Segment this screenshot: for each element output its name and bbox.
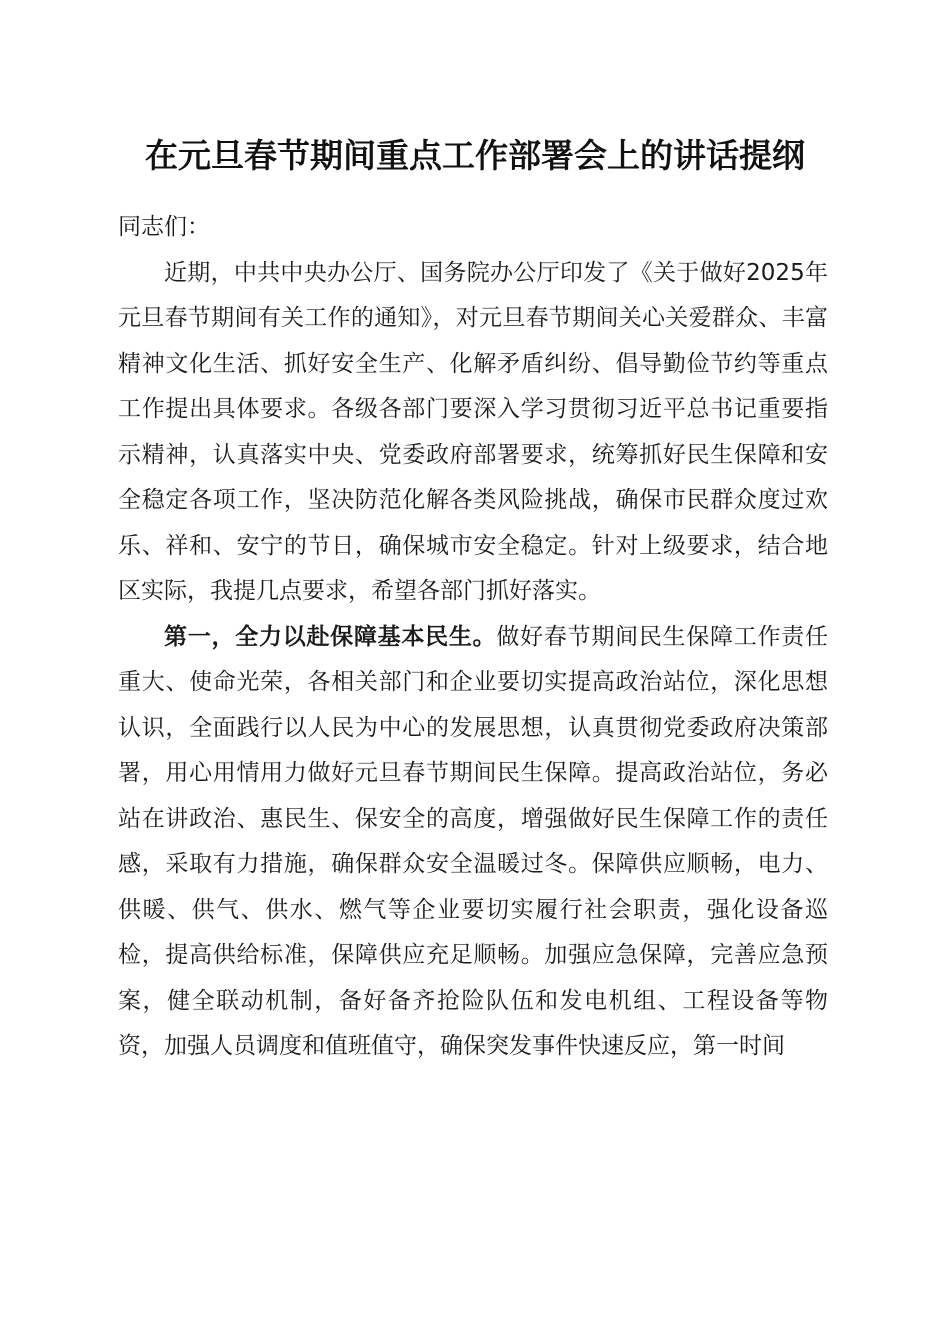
section-1-paragraph (118, 615, 828, 1070)
section-1-text: 做好春节期间民生保障工作责任重大、使命光荣，各相关部门和企业要切实提高政治站位，深化思想认识，全面践行以人民为中心的发展思想，认真贯彻党委政府决策部署，用心用情用力做好元旦春节期间民生保障。提高政治站位，务必站在讲政治、惠民生、保安全的高度，增强做好民生保障工作的责任感，采取有力措施，确保群众安全温暖过冬。保障供应顺畅，电力、供暖、供气、供水、燃气等企业要切实履行社会职责，强化设备巡检，提高供给标准，保障供应充足顺畅。加强应急保障，完善应急预案，健全联动机制，备好备齐抢险队伍和发电机组、工程设备等物资，加强人员调度和值班值守，确保突发事件快速反应，第一时间 (118, 623, 829, 1059)
section-1-lead: 第一，全力以赴保障基本民生。 (164, 623, 497, 650)
salutation: 同志们： (118, 214, 210, 240)
page-title: 在元旦春节期间重点工作部署会上的讲话提纲 (145, 136, 805, 175)
intro-paragraph: 近期，中共中央办公厅、国务院办公厅印发了《关于做好2025年元旦春节期间有关工作的通知》，对元旦春节期间关心关爱群众、丰富精神文化生活、抓好安全生产、化解矛盾纠纷、倡导勤俭节约等重点工作提出具体要求。各级各部门要深入学习贯彻习近平总书记重要指示精神，认真落实中央、党委政府部署要求，统筹抓好民生保障和安全稳定各项工作，坚决防范化解各类风险挑战，确保市民群众度过欢乐、祥和、安宁的节日，确保城市安全稳定。针对上级要求，结合地区实际，我提几点要求，希望各部门抓好落实。 (118, 259, 828, 604)
document-body (118, 205, 828, 1070)
